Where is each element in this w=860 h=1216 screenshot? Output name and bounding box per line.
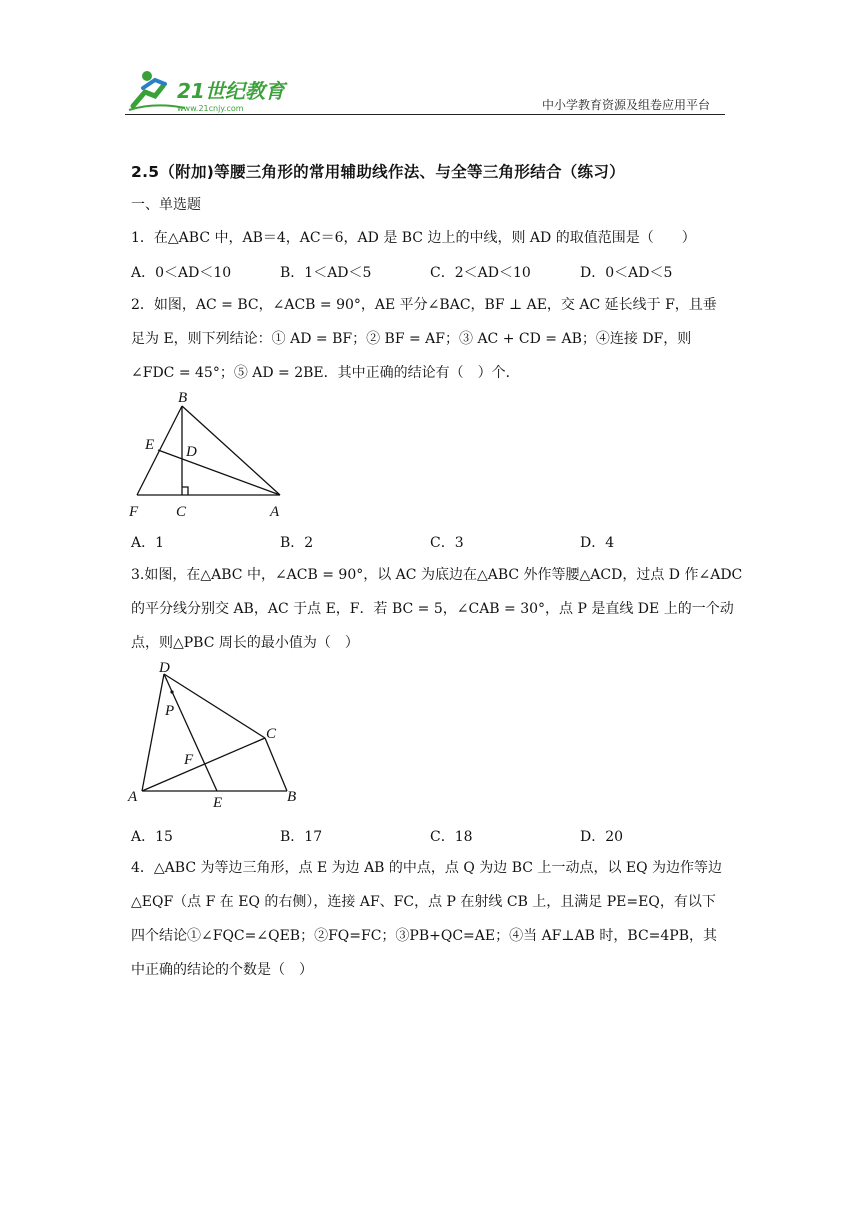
- q2-line-3: ∠FDC = 45°；⑤ AD = 2BE．其中正确的结论有（ ）个．: [131, 365, 520, 381]
- q3-option-b: B．17: [280, 829, 323, 845]
- q2-option-b: B．2: [280, 535, 314, 551]
- platform-label: 中小学教育资源及组卷应用平台: [542, 98, 711, 112]
- logo-url: www.21cnjy.com: [177, 104, 244, 113]
- section-heading: 一、单选题: [131, 197, 201, 213]
- line-EA: [158, 450, 280, 495]
- q3-option-d: D．20: [580, 829, 624, 845]
- q4-line-4: 中正确的结论的个数是（ ）: [131, 962, 313, 978]
- q4-line-1: 4．△ABC 为等边三角形，点 E 为边 AB 的中点，点 Q 为边 BC 上一动点，以 EQ 为边作等边: [131, 860, 723, 876]
- brand-logo: [125, 66, 295, 116]
- runner-logo-icon: [125, 66, 295, 116]
- page-title: 2.5（附加)等腰三角形的常用辅助线作法、与全等三角形结合（练习）: [131, 163, 625, 181]
- header-divider: [125, 114, 725, 115]
- q4-line-3: 四个结论①∠FQC=∠QEB；②FQ=FC；③PB+QC=AE；④当 AF⊥AB 时，BC=4PB，其: [131, 928, 718, 944]
- q2-label-a: A: [270, 504, 280, 520]
- q2-line-1: 2．如图，AC = BC，∠ACB = 90°，AE 平分∠BAC，BF ⊥ AE，交 AC 延长线于 F，且垂: [131, 297, 717, 313]
- q3-line-3: 点，则△PBC 周长的最小值为（ ）: [131, 635, 359, 651]
- logo-text: 21世纪教育: [177, 79, 285, 103]
- q3-figure: [125, 656, 305, 812]
- q2-label-d: D: [186, 444, 197, 460]
- q3-line-1: 3.如图，在△ABC 中，∠ACB = 90°，以 AC 为底边在△ABC 外作等腰△ACD，过点 D 作∠ADC: [131, 567, 743, 583]
- q3-label-c: C: [266, 726, 277, 742]
- q1-option-d: D．0＜AD＜5: [580, 265, 673, 281]
- q4-line-2: △EQF（点 F 在 EQ 的右侧），连接 AF、FC，点 P 在射线 CB 上，且满足 PE=EQ，有以下: [131, 894, 716, 910]
- point-p: [170, 690, 173, 693]
- line-CB: [265, 738, 287, 791]
- q3-label-e: E: [213, 795, 223, 811]
- q3-label-p: P: [165, 703, 175, 719]
- q3-label-d: D: [159, 660, 170, 676]
- q2-label-c: C: [176, 504, 187, 520]
- q2-label-b: B: [178, 390, 188, 406]
- q1-option-c: C．2＜AD＜10: [430, 265, 531, 281]
- q1-option-a: A．0＜AD＜10: [131, 265, 232, 281]
- q3-label-b: B: [287, 789, 297, 805]
- q2-option-a: A．1: [131, 535, 165, 551]
- q2-option-d: D．4: [580, 535, 615, 551]
- q2-line-2: 足为 E，则下列结论：① AD = BF；② BF = AF；③ AC + CD = AB；④连接 DF，则: [131, 331, 692, 347]
- line-AD: [142, 674, 164, 791]
- q3-line-2: 的平分线分别交 AB，AC 于点 E，F．若 BC = 5，∠CAB = 30°，点 P 是直线 DE 上的一个动: [131, 601, 734, 617]
- q2-option-c: C．3: [430, 535, 464, 551]
- q3-label-a: A: [128, 789, 138, 805]
- q3-option-c: C．18: [430, 829, 473, 845]
- q2-figure: [125, 386, 295, 522]
- q3-label-f: F: [184, 752, 194, 768]
- q1-option-b: B．1＜AD＜5: [280, 265, 372, 281]
- q1-stem: 1．在△ABC 中，AB＝4，AC＝6，AD 是 BC 边上的中线，则 AD 的取值范围是（ ）: [131, 230, 696, 246]
- q2-label-e: E: [145, 437, 155, 453]
- line-AC: [142, 738, 265, 791]
- right-angle-mark: [182, 487, 188, 495]
- q2-label-f: F: [129, 504, 139, 520]
- q3-option-a: A．15: [131, 829, 173, 845]
